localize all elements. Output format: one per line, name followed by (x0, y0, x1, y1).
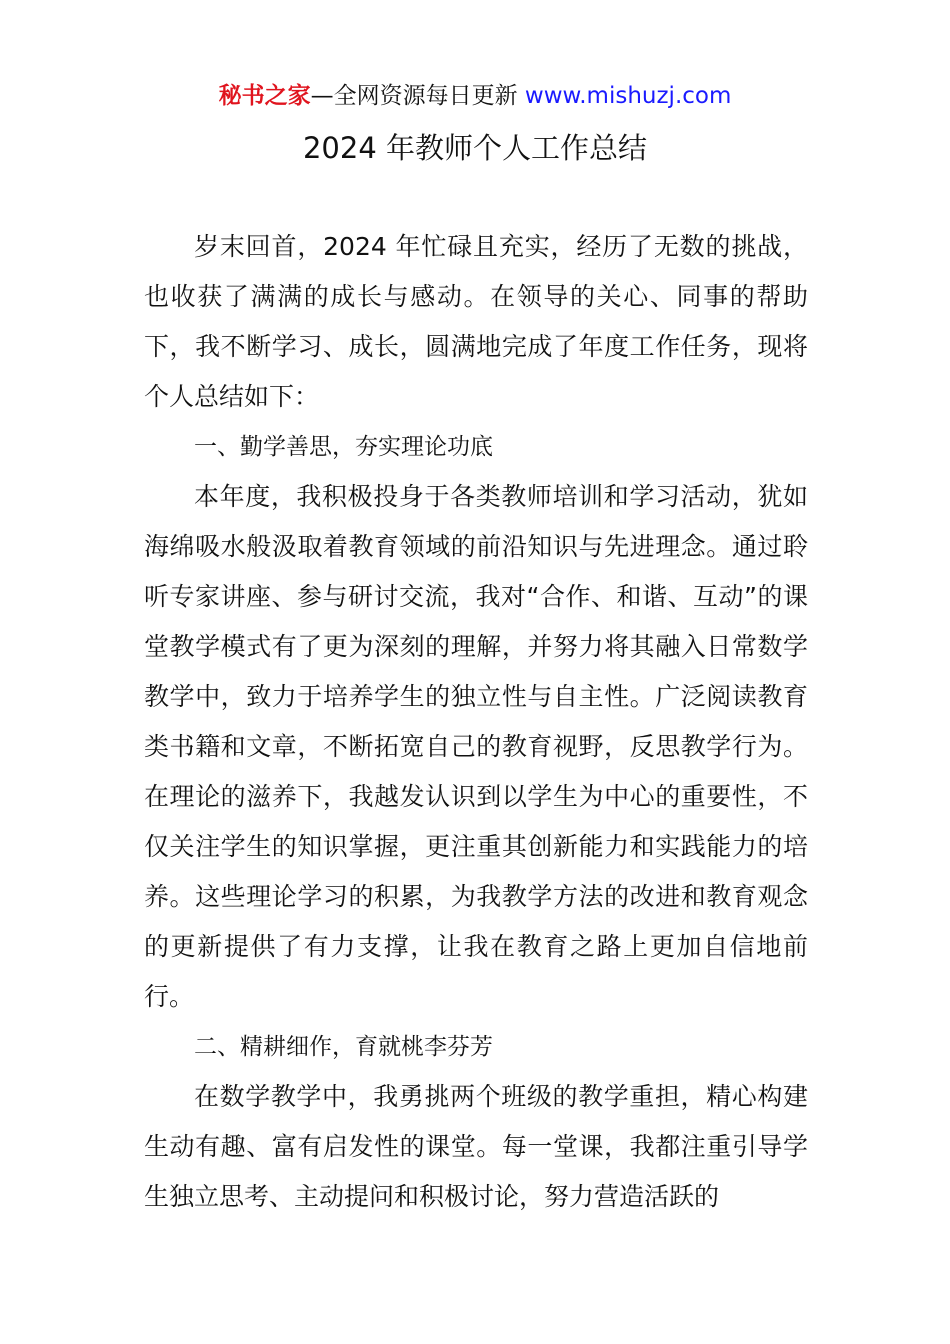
site-url-link[interactable]: www.mishuzj.com (524, 83, 732, 109)
section-heading-1: 一、勤学善思，夯实理论功底 (194, 434, 493, 460)
header-slogan: —全网资源每日更新 (310, 83, 518, 109)
section-heading-2: 二、精耕细作，育就桃李芬芳 (194, 1034, 493, 1060)
section-paragraph-2: 在数学教学中，我勇挑两个班级的教学重担，精心构建生动有趣、富有启发性的课堂。每一堂课，我都注重引导学生独立思考、主动提问和积极讨论，努力营造活跃的 (144, 1082, 808, 1211)
section-paragraph-1: 本年度，我积极投身于各类教师培训和学习活动，犹如海绵吸水般汲取着教育领域的前沿知识与先进理念。通过聆听专家讲座、参与研讨交流，我对“合作、和谐、互动”的课堂教学模式有了更为深刻的理解，并努力将其融入日常数学教学中，致力于培养学生的独立性与自主性。广泛阅读教育类书籍和文章，不断拓宽自己的教育视野，反思教学行为。在理论的滋养下，我越发认识到以学生为中心的重要性，不仅关注学生的知识掌握，更注重其创新能力和实践能力的培养。这些理论学习的积累，为我教学方法的改进和教育观念的更新提供了有力支撑，让我在教育之路上更加自信地前行。 (144, 482, 808, 1011)
document-body (144, 222, 808, 1222)
document-title: 2024 年教师个人工作总结 (302, 131, 648, 165)
brand-name: 秘书之家 (218, 83, 311, 109)
intro-paragraph: 岁末回首，2024 年忙碌且充实，经历了无数的挑战，也收获了满满的成长与感动。在领导的关心、同事的帮助下，我不断学习、成长，圆满地完成了年度工作任务，现将个人总结如下： (144, 232, 808, 411)
site-header (0, 80, 950, 112)
